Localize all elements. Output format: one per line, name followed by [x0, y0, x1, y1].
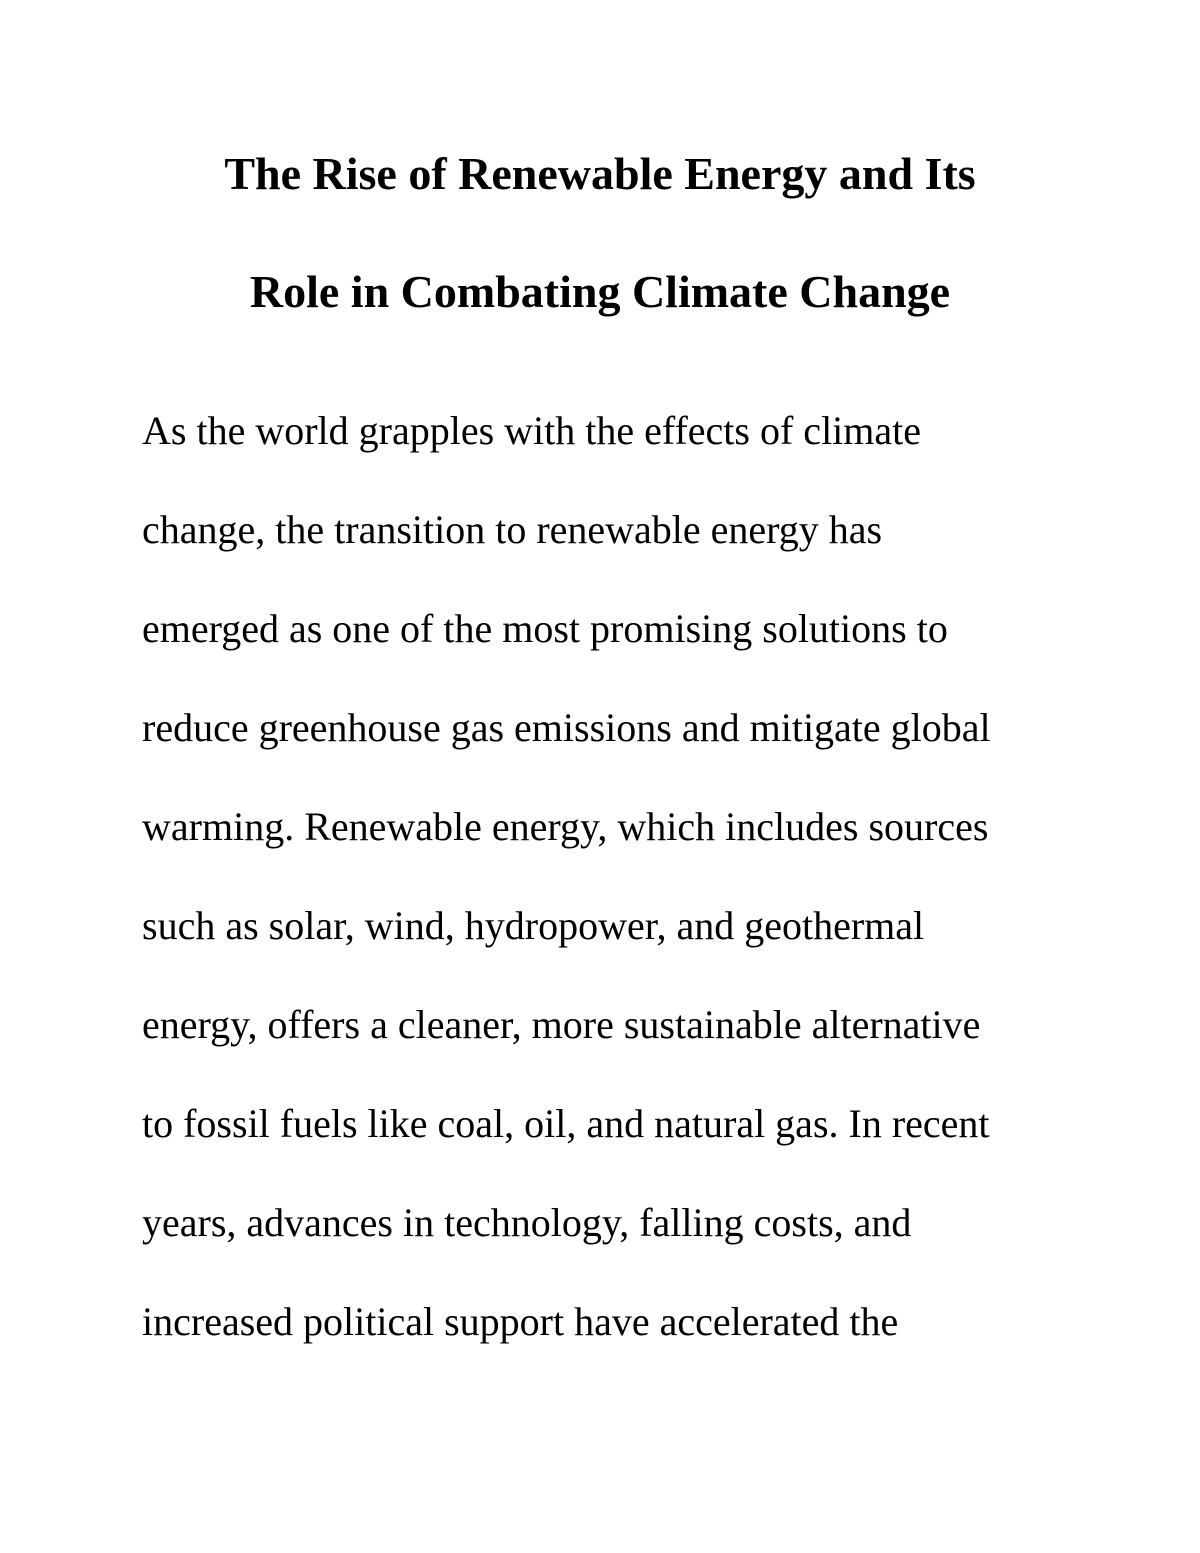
body-line: years, advances in technology, falling costs, and	[142, 1200, 912, 1245]
body-line: As the world grapples with the effects of climate	[142, 408, 922, 453]
document-title-line-1: The Rise of Renewable Energy and Its	[224, 148, 976, 199]
body-line: increased political support have accelerated the	[142, 1299, 899, 1344]
document-title-line-2: Role in Combating Climate Change	[249, 266, 951, 317]
body-line: to fossil fuels like coal, oil, and natural gas. In recent	[142, 1101, 990, 1146]
body-line: such as solar, wind, hydropower, and geothermal	[142, 903, 925, 948]
body-line: reduce greenhouse gas emissions and mitigate global	[142, 705, 991, 750]
body-line: change, the transition to renewable energy has	[142, 507, 883, 552]
body-line: warming. Renewable energy, which includes sources	[142, 804, 989, 849]
body-line: emerged as one of the most promising solutions to	[142, 606, 948, 651]
body-line: energy, offers a cleaner, more sustainable alternative	[142, 1002, 981, 1047]
